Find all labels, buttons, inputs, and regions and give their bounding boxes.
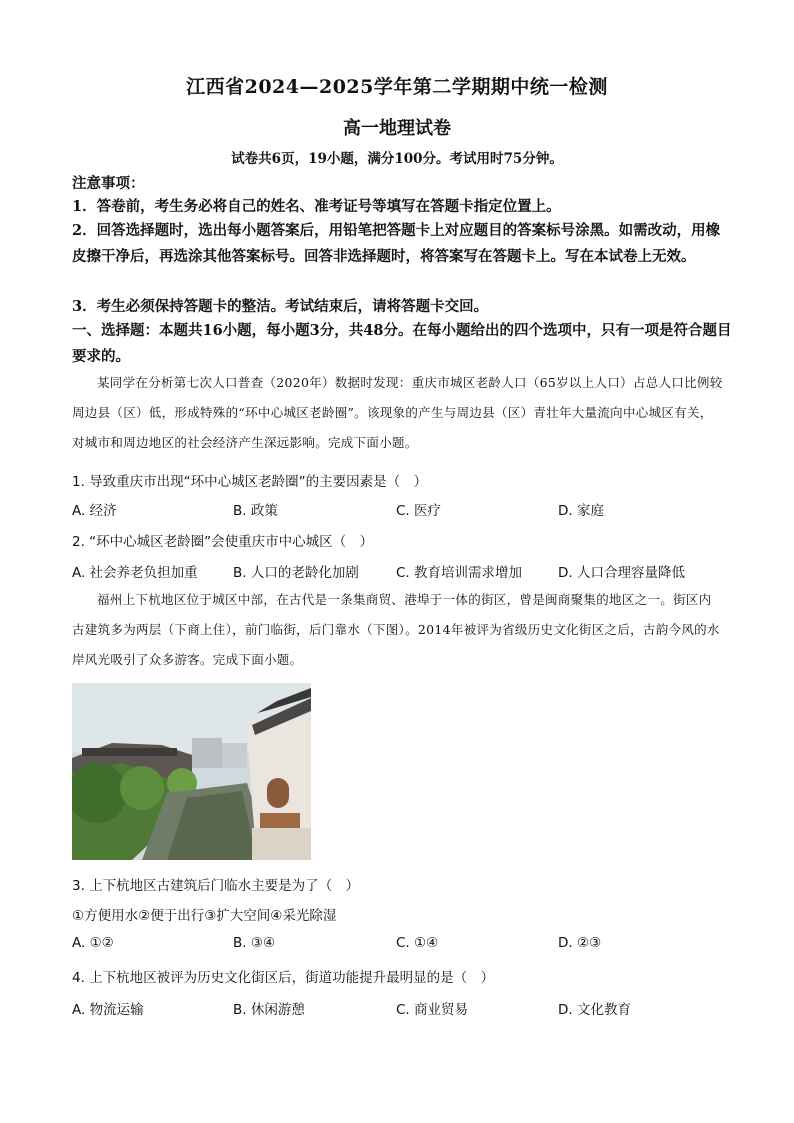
exam-subtitle: 高一地理试卷 [343,118,451,139]
notice-item-1: 1．答卷前，考生务必将自己的姓名、准考证号等填写在答题卡指定位置上。 [72,198,561,215]
question-2-stem: 2. “环中心城区老龄圈”会使重庆市中心城区（ ） [72,534,374,550]
exam-info: 试卷共6页，19小题，满分100分。考试用时75分钟。 [231,151,563,167]
option: D. 文化教育 [558,1002,631,1018]
option: C. 商业贸易 [396,1002,469,1018]
option: B. 人口的老龄化加剧 [233,565,359,581]
question-3-stem: 3. 上下杭地区古建筑后门临水主要是为了（ ） [72,878,360,894]
option: A. 社会养老负担加重 [72,565,198,581]
option: A. 经济 [72,503,117,519]
option: B. 休闲游憩 [233,1002,305,1018]
passage-fuzhou: 福州上下杭地区位于城区中部，在古代是一条集商贸、港埠于一体的街区，曾是闽商聚集的地区之一。街区内古建筑多为两层（下商上住），前门临街，后门靠水（下图）。2014年被评为省级历史文化街区之后，古韵今风的水岸风光吸引了众多游客。完成下面小题。 [72,592,720,667]
option: D. ②③ [558,935,602,951]
option: D. 人口合理容量降低 [558,565,685,581]
notice-heading: 注意事项： [72,175,145,192]
notice-item-3: 3．考生必须保持答题卡的整洁。考试结束后，请将答题卡交回。 [72,298,489,315]
canal-photo [72,683,311,860]
question-3-statements: ①方便用水②便于出行③扩大空间④采光除湿 [72,908,337,924]
question-1-stem: 1. 导致重庆市出现“环中心城区老龄圈”的主要因素是（ ） [72,474,428,490]
question-4-stem: 4. 上下杭地区被评为历史文化街区后，街道功能提升最明显的是（ ） [72,970,495,986]
option: B. ③④ [233,935,276,951]
option: B. 政策 [233,503,278,519]
section-heading: 一、选择题：本题共16小题，每小题3分，共48分。在每小题给出的四个选项中，只有一项是符合题目要求的。 [72,322,732,365]
option: A. ①② [72,935,114,951]
passage-chongqing: 某同学在分析第七次人口普查（2020年）数据时发现：重庆市城区老龄人口（65岁以上人口）占总人口比例较周边县（区）低，形成特殊的“环中心城区老龄圈”。该现象的产生与周边县（区）青壮年大量流向中心城区有关，对城市和周边地区的社会经济产生深远影响。完成下面小题。 [72,375,723,450]
notice-item-2: 2．回答选择题时，选出每小题答案后，用铅笔把答题卡上对应题目的答案标号涂黑。如需改动，用橡皮擦干净后，再选涂其他答案标号。回答非选择题时，将答案写在答题卡上。写在本试卷上无效。 [72,222,721,265]
option: C. 医疗 [396,503,442,519]
option: C. ①④ [396,935,439,951]
option: D. 家庭 [558,503,604,519]
option: C. 教育培训需求增加 [396,565,523,581]
option: A. 物流运输 [72,1002,144,1018]
exam-title: 江西省2024—2025学年第二学期期中统一检测 [186,76,608,98]
